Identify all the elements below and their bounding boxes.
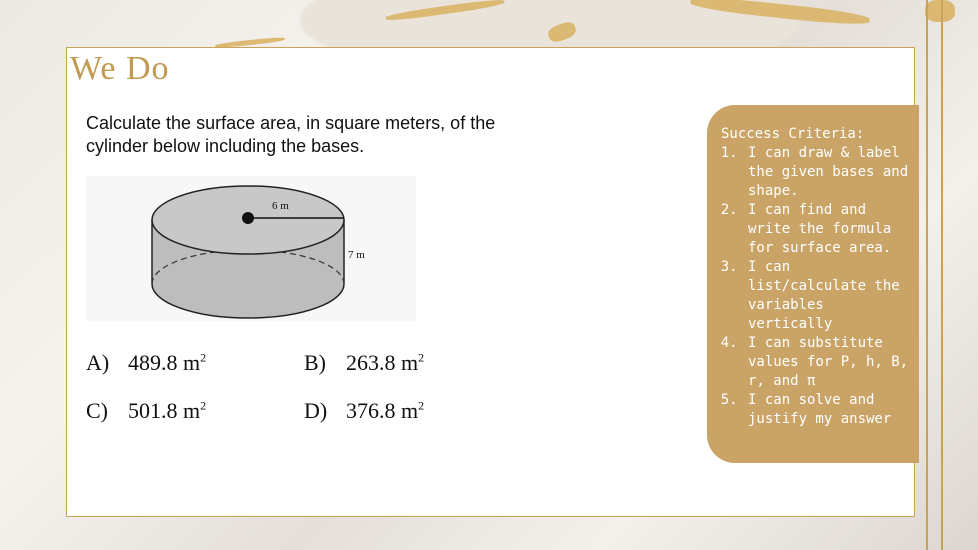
radius-label: 6 m bbox=[272, 200, 289, 212]
success-criteria-heading: Success Criteria: bbox=[721, 126, 865, 142]
question-text: Calculate the surface area, in square meters, of the cylinder below including the bases. bbox=[86, 113, 496, 156]
gold-accent bbox=[925, 0, 955, 22]
criteria-item: 5. I can solve and justify my answer bbox=[746, 391, 913, 429]
frame-line bbox=[926, 0, 928, 550]
frame-line bbox=[941, 0, 943, 550]
cylinder-diagram bbox=[86, 176, 416, 321]
criteria-item: 4. I can substitute values for P, h, B, r, and π bbox=[746, 334, 913, 391]
choice-a: A) 489.8 $m^2$ bbox=[86, 350, 207, 375]
success-criteria-box bbox=[707, 105, 919, 463]
choice-c: C) 501.8 $m^2$ bbox=[86, 398, 207, 423]
criteria-item: 2. I can find and write the formula for surface area. bbox=[746, 201, 913, 258]
slide-title: We Do bbox=[70, 50, 170, 87]
choice-d: D) 376.8 $m^2$ bbox=[304, 398, 425, 423]
criteria-item: 1. I can draw & label the given bases and shape. bbox=[746, 144, 913, 201]
choice-b: B) 263.8 $m^2$ bbox=[304, 350, 425, 375]
height-label: 7 m bbox=[348, 249, 365, 261]
success-criteria-list bbox=[719, 144, 913, 429]
criteria-item: 3. I can list/calculate the variables vertically bbox=[746, 258, 913, 334]
